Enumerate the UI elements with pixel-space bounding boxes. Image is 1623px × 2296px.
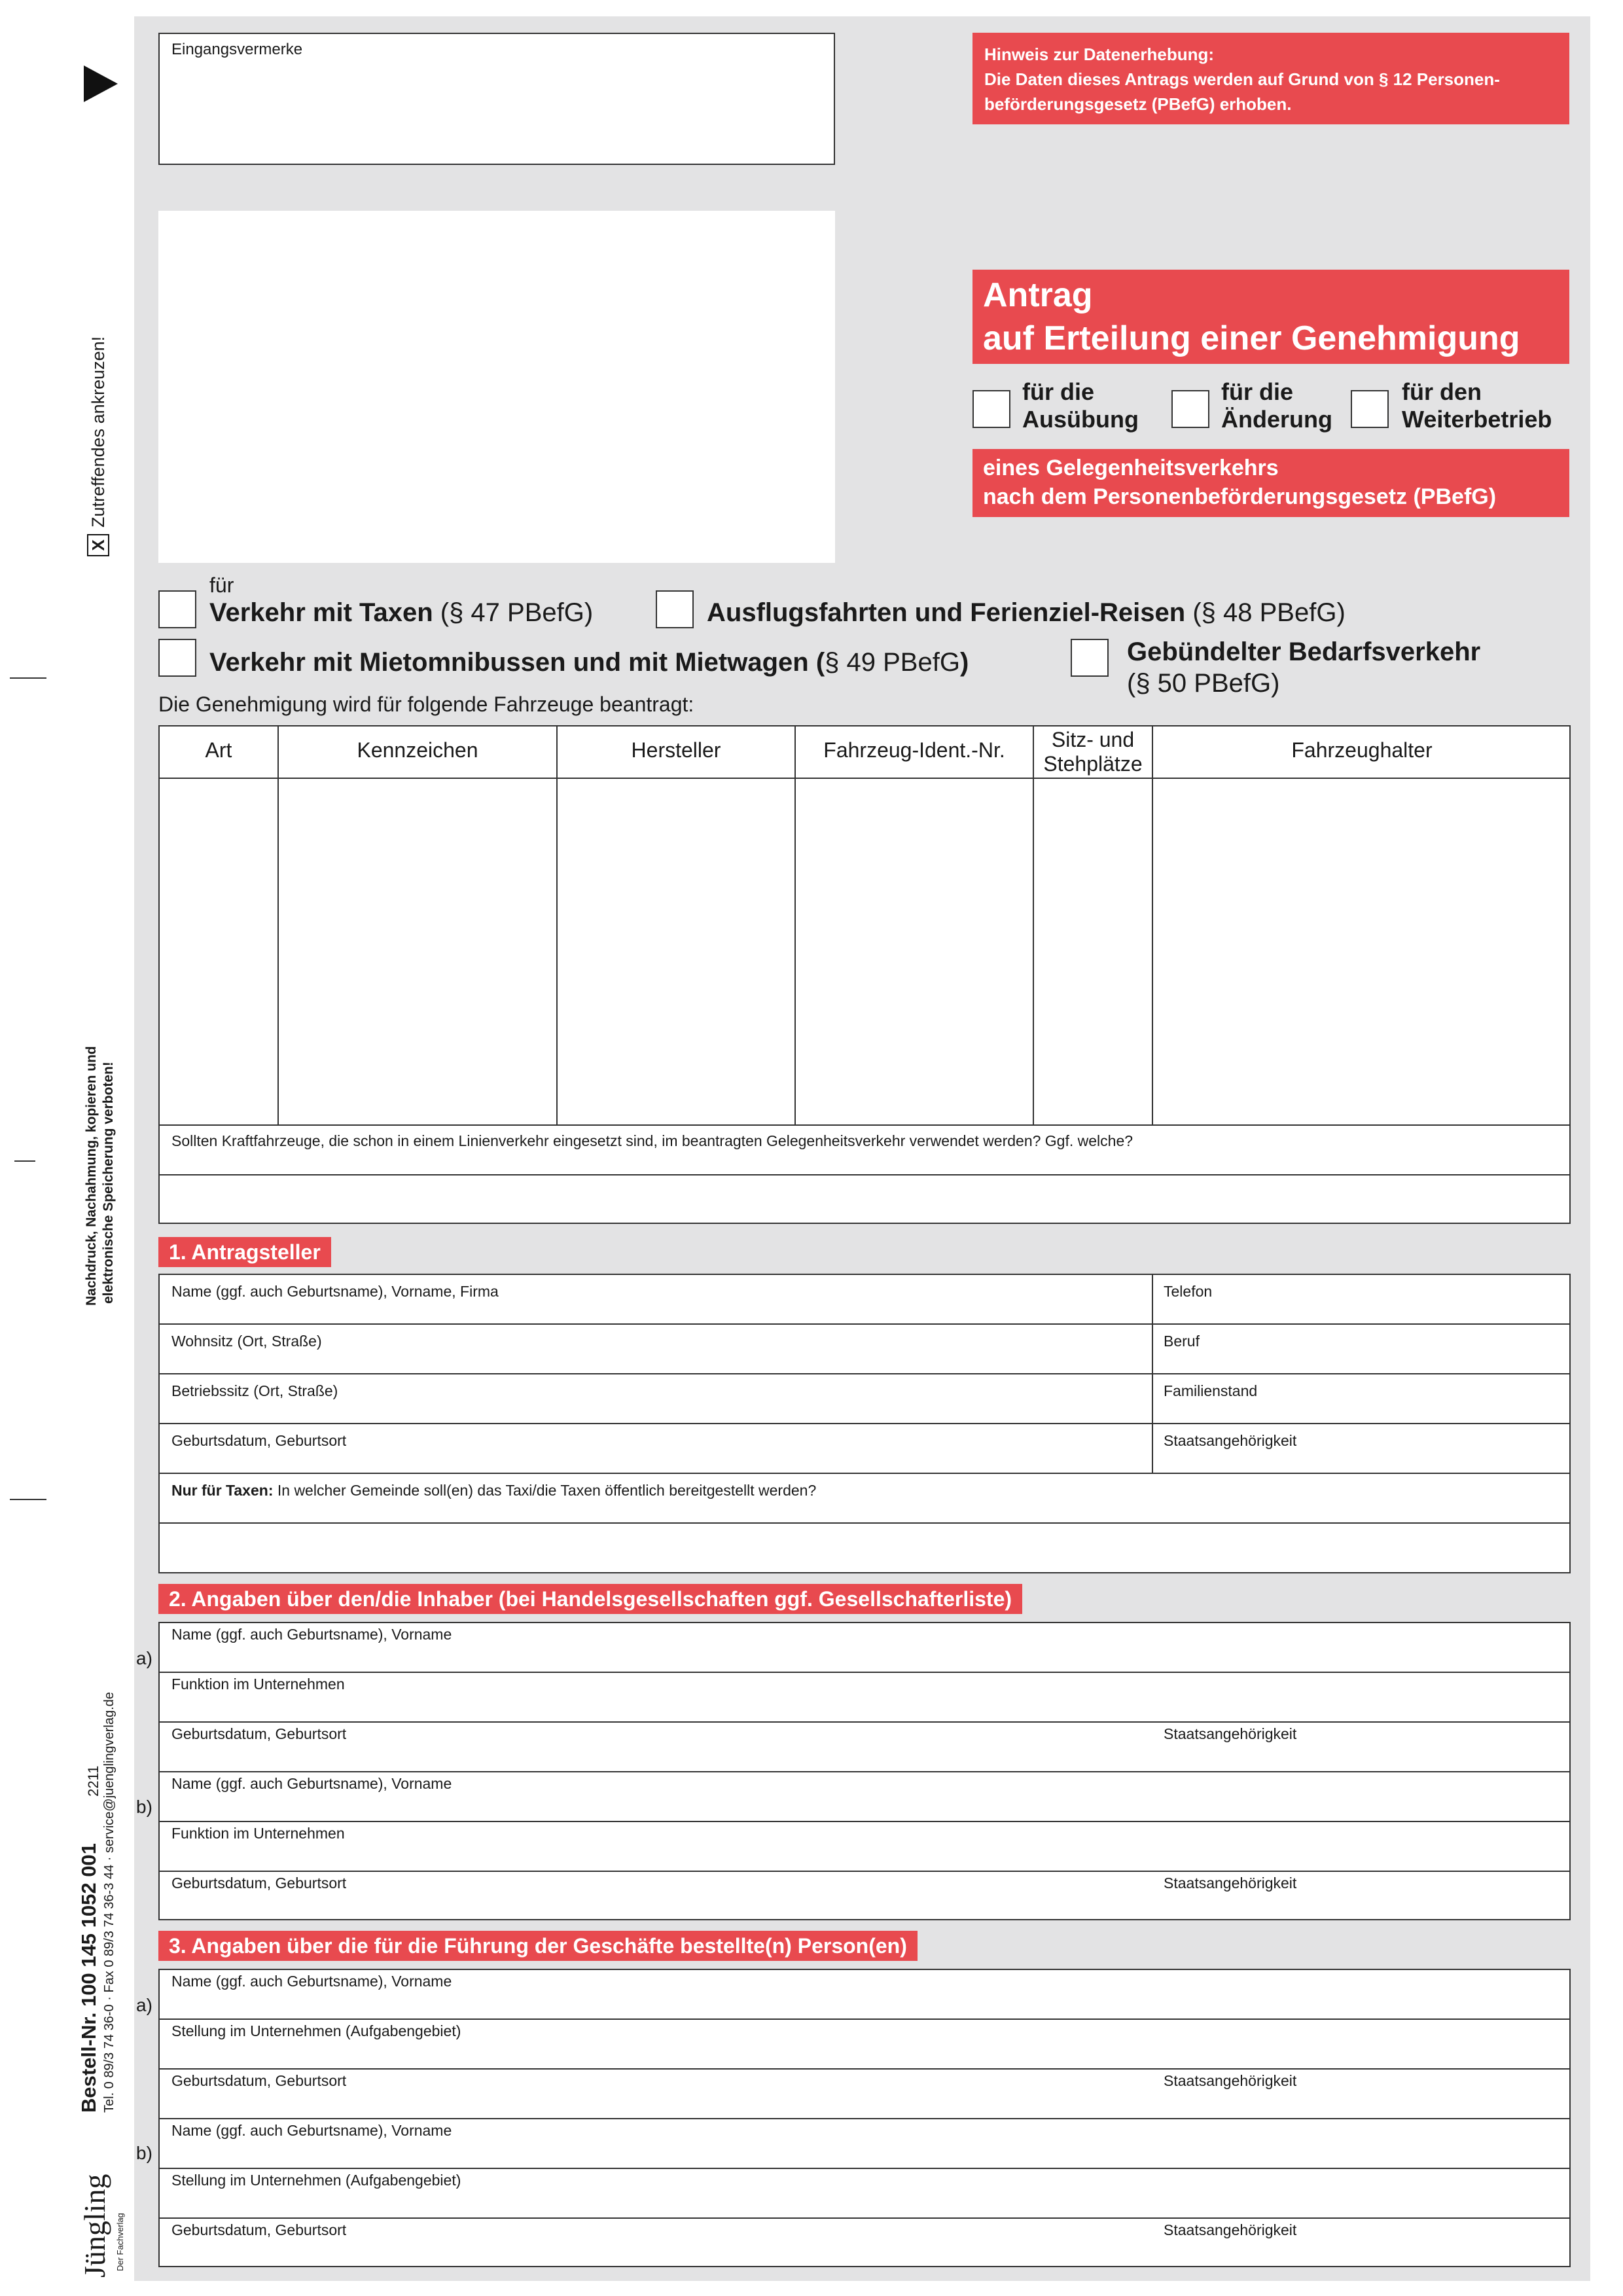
row-divider [160,1522,1569,1524]
option-aenderung-line1: für die [1221,378,1294,405]
s3-b-marker: b) [136,2143,152,2163]
s3b-stellung-label: Stellung im Unternehmen (Aufgabengebiet) [171,2172,461,2189]
row-divider [160,1871,1569,1872]
col-header-sitz-l1: Sitz- und [1051,728,1135,751]
hinweis-box [972,33,1569,124]
s1-familie-label: Familienstand [1164,1382,1258,1399]
arrow-icon [84,65,118,102]
row-divider [160,1672,1569,1673]
s2a-geburt-label: Geburtsdatum, Geburtsort [171,1725,347,1742]
section3-table [158,1969,1571,2267]
s3a-stellung-label: Stellung im Unternehmen (Aufgabengebiet) [171,2022,461,2039]
row-divider [160,2168,1569,2169]
col-divider [1152,726,1153,1124]
side-hint [85,334,111,556]
s3a-geburt-label: Geburtsdatum, Geburtsort [171,2072,347,2089]
subtitle-line2: nach dem Personenbeförderungsgesetz (PBefG) [983,484,1497,509]
brand-logo: Jüngling [78,2174,111,2278]
taxi-paragraph: (§ 47 PBefG) [433,598,594,627]
section2-heading: 2. Angaben über den/die Inhaber (bei Handelsgesellschaften ggf. Gesellschafterliste) [158,1584,1022,1614]
s2b-name-label: Name (ggf. auch Geburtsname), Vorname [171,1775,452,1792]
fold-mark [10,677,46,679]
option-ausuebung-line2: Ausübung [1022,406,1139,433]
buendel-name: Gebündelter Bedarfsverkehr [1127,637,1481,666]
subtitle-box [972,449,1569,517]
mietwagen-name: Verkehr mit Mietomnibussen und mit Mietwagen ( [209,648,825,677]
s3a-staat-label: Staatsangehörigkeit [1164,2072,1297,2089]
s2b-geburt-label: Geburtsdatum, Geburtsort [171,1874,347,1892]
col-header-hersteller: Hersteller [631,738,721,762]
section1-heading: 1. Antragsteller [158,1237,331,1267]
col-divider [1152,1275,1153,1473]
row-divider [160,1721,1569,1723]
s1-geburt-label: Geburtsdatum, Geburtsort [171,1432,347,1449]
buendel-label [1127,636,1480,699]
s1-telefon-label: Telefon [1164,1283,1213,1300]
vehicles-intro: Die Genehmigung wird für folgende Fahrzeuge beantragt: [158,692,694,716]
option-weiterbetrieb-checkbox[interactable] [1351,390,1389,428]
contact-line: Tel. 0 89/3 74 36-0 · Fax 0 89/3 74 36-3 44 · service@juenglingverlag.de [102,1692,116,2113]
fold-mark [14,1160,35,1162]
row-divider [160,1821,1569,1822]
table-header-divider [160,778,1569,779]
mietwagen-close: ) [959,648,969,677]
buendel-checkbox[interactable] [1071,639,1109,677]
s3b-geburt-label: Geburtsdatum, Geburtsort [171,2221,347,2238]
col-header-kennzeichen: Kennzeichen [357,738,478,762]
buendel-paragraph: (§ 50 PBefG) [1127,669,1280,698]
ausflug-checkbox[interactable] [656,590,694,628]
option-aenderung-line2: Änderung [1221,406,1332,433]
order-number: Bestell-Nr. 100 145 1052 001 [77,1843,100,2113]
row-divider [160,2018,1569,2020]
option-ausuebung-checkbox[interactable] [972,390,1010,428]
side-hint-check: X [87,534,109,556]
col-divider [556,726,558,1124]
s1-wohnsitz-label: Wohnsitz (Ort, Straße) [171,1333,322,1350]
table-body-divider [160,1124,1569,1126]
s2b-funktion-label: Funktion im Unternehmen [171,1825,345,1842]
s1-betrieb-label: Betriebssitz (Ort, Straße) [171,1382,338,1399]
mietwagen-checkbox[interactable] [158,639,196,677]
s1-taxi-bold: Nur für Taxen: [171,1482,274,1499]
taxi-name: Verkehr mit Taxen [209,598,433,627]
s1-taxi-text: In welcher Gemeinde soll(en) das Taxi/die Taxen öffentlich bereitgestellt werden? [273,1482,817,1499]
option-ausuebung-line1: für die [1022,378,1095,405]
row-divider [160,1423,1569,1424]
option-ausuebung-label [1022,378,1139,433]
s2a-funktion-label: Funktion im Unternehmen [171,1676,345,1693]
option-weiterbetrieb-label [1402,378,1552,433]
option-weiterbetrieb-line1: für den [1402,378,1482,405]
side-hint-text: Zutreffendes ankreuzen! [88,336,108,528]
option-weiterbetrieb-line2: Weiterbetrieb [1402,406,1552,433]
s1-name-label: Name (ggf. auch Geburtsname), Vorname, Firma [171,1283,499,1300]
row-divider [160,1373,1569,1374]
subtitle-line1: eines Gelegenheitsverkehrs [983,456,1279,480]
hinweis-title: Hinweis zur Datenerhebung: [984,45,1215,64]
hinweis-line1: Die Daten dieses Antrags werden auf Grund von § 12 Personen- [984,69,1500,89]
s3b-staat-label: Staatsangehörigkeit [1164,2221,1297,2238]
ausflug-name: Ausflugsfahrten und Ferienziel-Reisen [707,598,1186,627]
section3-heading: 3. Angaben über die für die Führung der Geschäfte bestellte(n) Person(en) [158,1931,918,1961]
col-divider [794,726,796,1124]
order-code: 2211 [85,1765,101,1797]
s2a-staat-label: Staatsangehörigkeit [1164,1725,1297,1742]
section2-table [158,1622,1571,1920]
row-divider [160,2118,1569,2119]
taxi-label [209,598,593,628]
s2a-name-label: Name (ggf. auch Geburtsname), Vorname [171,1626,452,1643]
row-divider [160,1473,1569,1474]
section1-table [158,1274,1571,1573]
mietwagen-label [209,648,969,677]
title-line2: auf Erteilung einer Genehmigung [983,319,1520,357]
s3a-name-label: Name (ggf. auch Geburtsname), Vorname [171,1973,452,1990]
ausflug-label [707,598,1346,628]
fold-mark [10,1499,46,1500]
linienverkehr-answer[interactable] [161,1175,1568,1221]
option-aenderung-checkbox[interactable] [1171,390,1209,428]
address-box[interactable] [158,211,835,563]
row-divider [160,2068,1569,2070]
row-divider [160,1771,1569,1772]
hinweis-line2: beförderungsgesetz (PBefG) erhoben. [984,94,1292,114]
vehicle-table [158,725,1571,1224]
s3b-name-label: Name (ggf. auch Geburtsname), Vorname [171,2122,452,2139]
s3-a-marker: a) [136,1995,152,2015]
s2-a-marker: a) [136,1648,152,1668]
title-box [972,270,1569,364]
row-divider [160,1323,1569,1325]
copyright-l1: Nachdruck, Nachahmung, kopieren und [84,1046,99,1306]
s1-beruf-label: Beruf [1164,1333,1200,1350]
col-header-sitz-l2: Stehplätze [1043,752,1143,776]
s1-staat-label: Staatsangehörigkeit [1164,1432,1297,1449]
taxi-checkbox[interactable] [158,590,196,628]
ausflug-paragraph: (§ 48 PBefG) [1185,598,1346,627]
row-divider [160,2217,1569,2219]
fuer-label: für [209,573,234,597]
col-header-ident: Fahrzeug-Ident.-Nr. [823,738,1005,762]
linienverkehr-question: Sollten Kraftfahrzeuge, die schon in einem Linienverkehr eingesetzt sind, im beantragten Gelegenheitsverkehr verwendet werden? Ggf. welche? [171,1132,1133,1149]
col-divider [277,726,279,1124]
col-header-halter: Fahrzeughalter [1291,738,1433,762]
title-line1: Antrag [983,276,1093,314]
s1-taxi-question [171,1482,816,1499]
eingang-box[interactable] [158,33,835,165]
copyright-l2: elektronische Speicherung verboten! [101,1062,116,1304]
eingang-label: Eingangsvermerke [171,41,303,58]
s2b-staat-label: Staatsangehörigkeit [1164,1874,1297,1892]
col-header-sitz [1034,728,1152,776]
brand-subline: Der Fachverlag [115,2213,125,2271]
col-header-art: Art [205,738,232,762]
s2-b-marker: b) [136,1797,152,1817]
option-aenderung-label [1221,378,1332,433]
mietwagen-paragraph: § 49 PBefG [825,648,960,677]
col-divider [1033,726,1034,1124]
